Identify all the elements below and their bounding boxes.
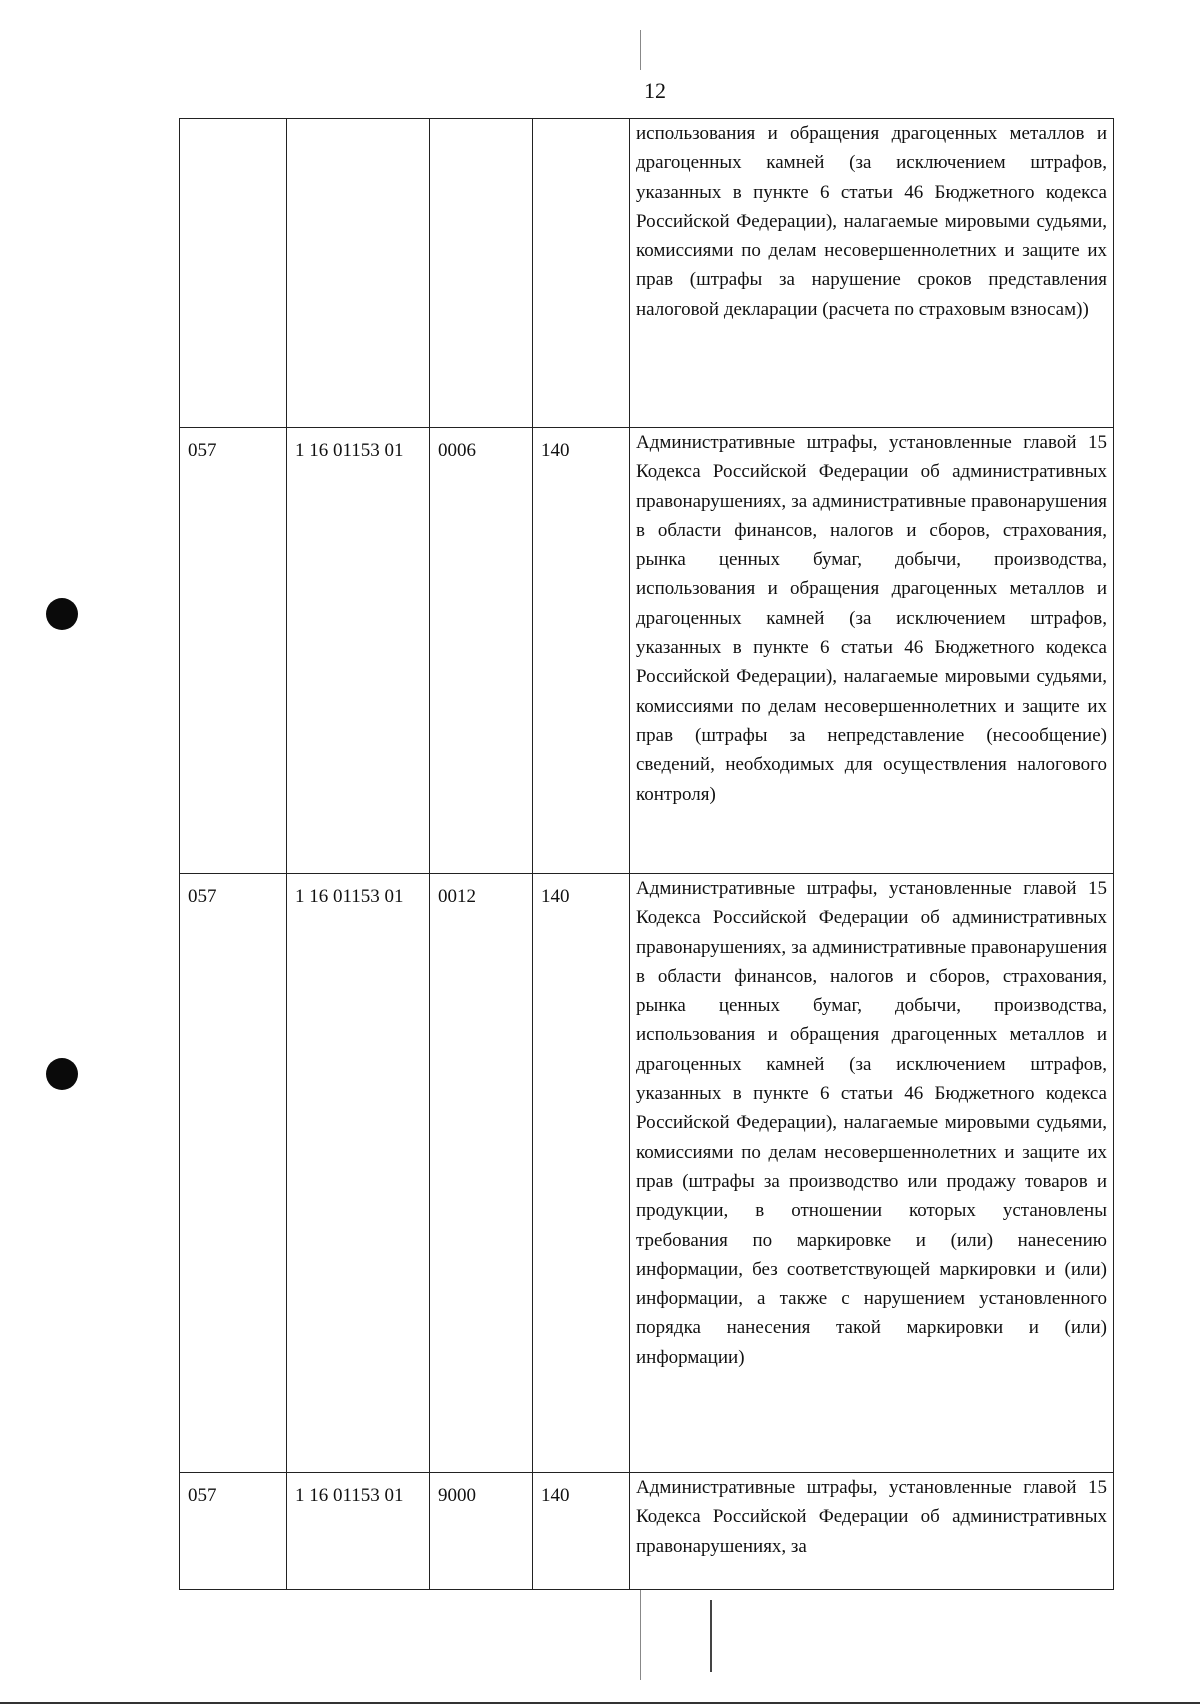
description-cell: использования и обращения драгоценных металлов и драгоценных камней (за исключением штрафов, указанных в пункте 6 статьи 46 Бюджетного кодекса Российской Федерации), налагаемые мировыми судьями, комиссиями по делам несовершеннолетних и защите их прав (штрафы за нарушение сроков представления налоговой декларации (расчета по страховым взносам)) [630, 119, 1114, 428]
table-row [180, 1473, 1114, 1590]
admin-code-cell: 057 [180, 1473, 287, 1590]
class-code-cell: 140 [533, 428, 630, 874]
scan-artifact [640, 1590, 641, 1680]
table-row [180, 119, 1114, 428]
subtype-code-cell: 0006 [430, 428, 533, 874]
table-row [180, 428, 1114, 874]
description-cell: Административные штрафы, установленные главой 15 Кодекса Российской Федерации об административных правонарушениях, за административные правонарушения в области финансов, налогов и сборов, страхования, рынка ценных бумаг, добычи, производства, использования и обращения драгоценных металлов и драгоценных камней (за исключением штрафов, указанных в пункте 6 статьи 46 Бюджетного кодекса Российской Федерации), налагаемые мировыми судьями, комиссиями по делам несовершеннолетних и защите их прав (штрафы за непредставление (несообщение) сведений, необходимых для осуществления налогового контроля) [630, 428, 1114, 874]
admin-code-cell: 057 [180, 874, 287, 1473]
binder-hole-mark [46, 1058, 78, 1090]
description-cell: Административные штрафы, установленные главой 15 Кодекса Российской Федерации об административных правонарушениях, за [630, 1473, 1114, 1590]
kbk-code-cell: 1 16 01153 01 [287, 1473, 430, 1590]
admin-code-cell [180, 119, 287, 428]
description-cell: Административные штрафы, установленные главой 15 Кодекса Российской Федерации об административных правонарушениях, за административные правонарушения в области финансов, налогов и сборов, страхования, рынка ценных бумаг, добычи, производства, использования и обращения драгоценных металлов и драгоценных камней (за исключением штрафов, указанных в пункте 6 статьи 46 Бюджетного кодекса Российской Федерации), налагаемые мировыми судьями, комиссиями по делам несовершеннолетних и защите их прав (штрафы за производство или продажу товаров и продукции, в отношении которых установлены требования по маркировке и (или) нанесению информации, без соответствующей маркировки и (или) информации, а также с нарушением установленного порядка нанесения такой маркировки и (или) информации) [630, 874, 1114, 1473]
scan-edge-line [0, 1702, 1200, 1704]
kbk-code-cell: 1 16 01153 01 [287, 874, 430, 1473]
table-row [180, 874, 1114, 1473]
scan-artifact [710, 1600, 712, 1672]
admin-code-cell: 057 [180, 428, 287, 874]
page-number: 12 [644, 78, 666, 103]
budget-codes-table [179, 118, 1114, 1590]
subtype-code-cell: 9000 [430, 1473, 533, 1590]
class-code-cell [533, 119, 630, 428]
scan-artifact [640, 30, 641, 70]
subtype-code-cell: 0012 [430, 874, 533, 1473]
class-code-cell: 140 [533, 874, 630, 1473]
subtype-code-cell [430, 119, 533, 428]
kbk-code-cell: 1 16 01153 01 [287, 428, 430, 874]
class-code-cell: 140 [533, 1473, 630, 1590]
binder-hole-mark [46, 598, 78, 630]
kbk-code-cell [287, 119, 430, 428]
